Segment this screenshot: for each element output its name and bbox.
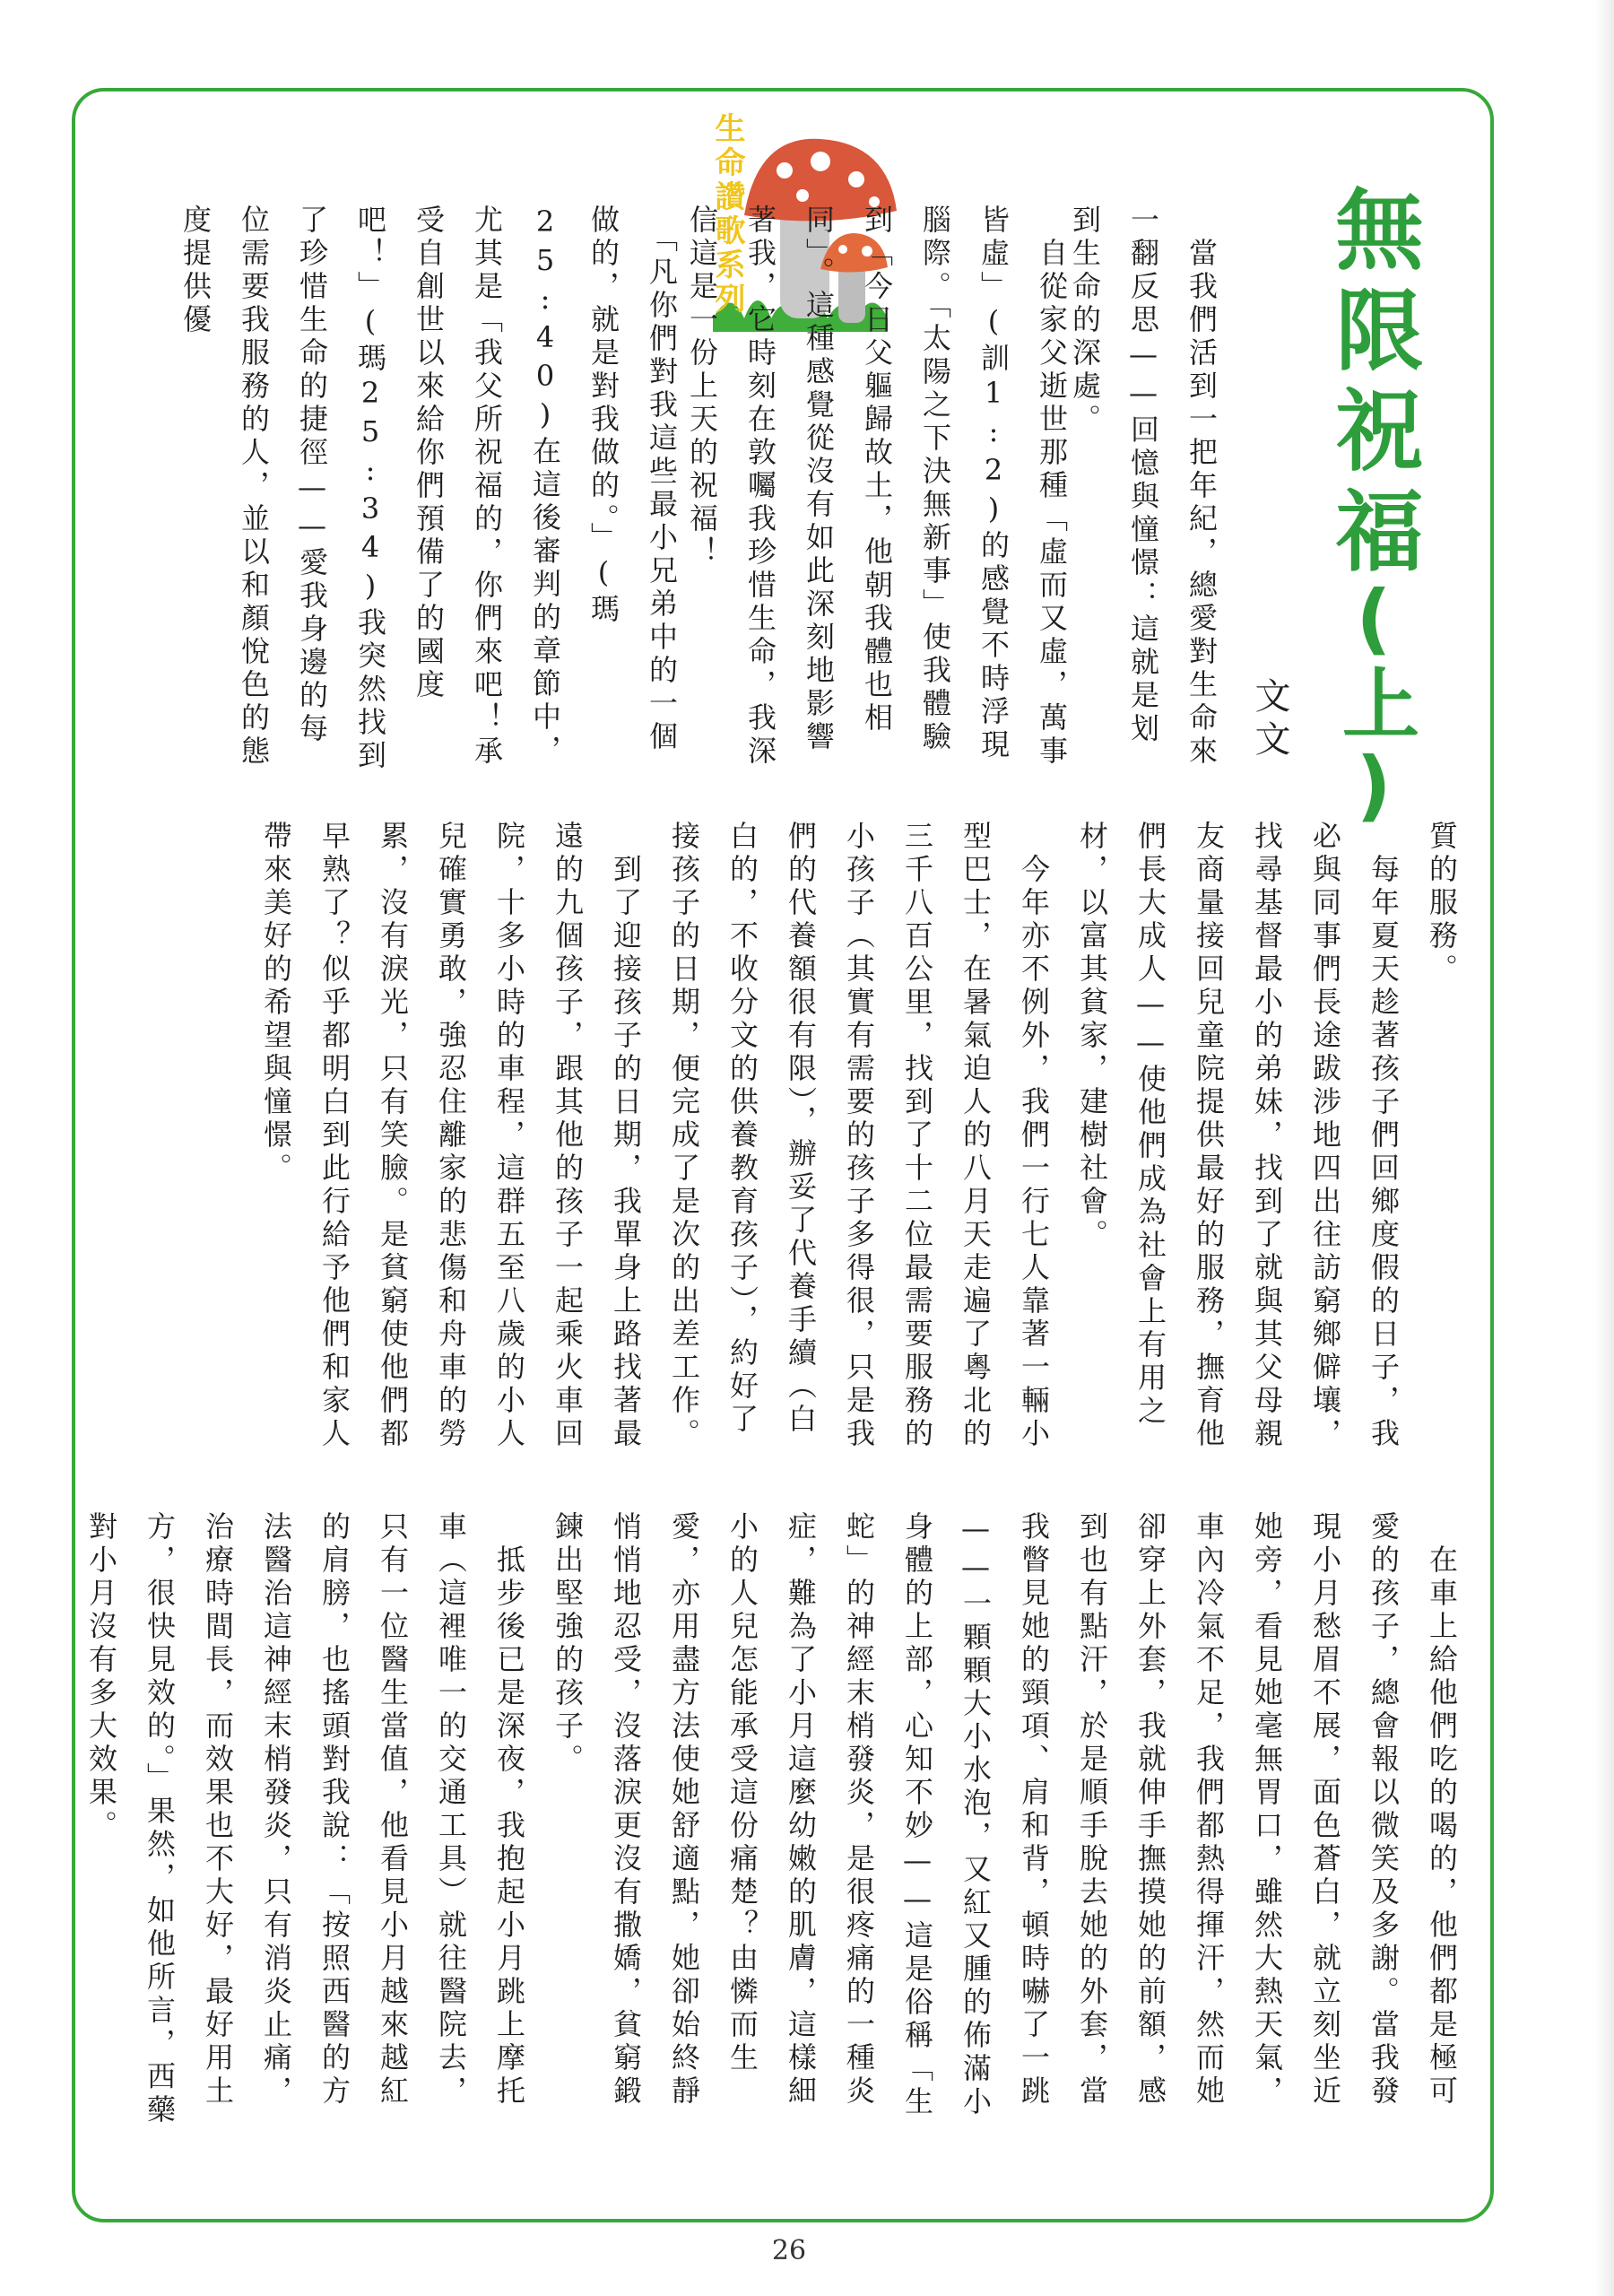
series-logo-text: 生命讚歌系列 [709,112,745,317]
bottom-section-text [84,1511,1471,2130]
page-edge-shadow [1594,0,1614,2296]
page-number: 26 [771,2235,807,2266]
top-paragraph-2-text: 自從家父逝世那種「虛而又虛，萬事皆虛」(訓1:2)的感覺不時浮現腦際。「太陽之下決無新事」使我體驗到「今日父軀歸故土，他朝我體也相同」。這種感覺從沒有如此深刻地影響著我，它時刻在敦囑我珍惜生命，我深信這是一份上天的祝福！ [685,204,1069,769]
author-name: 文文 [1249,677,1290,763]
article-subtitle: (上) [1329,574,1419,831]
bottom-paragraph-1: 在車上給他們吃的喝的，他們都是極可愛的孩子，總會報以微笑及多謝。當我發現小月愁眉不展，面色蒼白，就立刻坐近她旁，看見她毫無胃口，雖然大熱天氣，車內冷氣不足，我們都熱得揮汗，然而她卻穿上外套，我就伸手撫摸她的前額，感到也有點汗，於是順手脫去她的外套，當我瞥見她的頸項、肩和背，頓時嚇了一跳——一顆顆大小水泡，又紅又腫的佈滿小身體的上部，心知不妙——這是俗稱「生蛇」的神經末梢發炎，是很疼痛的一種炎症，難為了小月這麼幼嫩的肌膚，這樣細小的人兒怎能承受這份痛楚？由憐而生愛，亦用盡方法使她舒適點，她卻始終靜悄悄地忍受，沒落淚更沒有撒嬌，貧窮鍛鍊出堅強的孩子。 [551,1511,1459,2119]
middle-paragraph-4: 到了迎接孩子的日期，我單身上路找著最遠的九個孩子，跟其他的孩子一起乘火車回院，十多小時的車程，這群五至八歲的小人兒確實勇敢，強忍住離家的悲傷和舟車的勞累，沒有淚光，只有笑臉。是貧窮使他們都早熟了？似乎都明白到此行給予他們和家人帶來美好的希望與憧憬。 [259,821,643,1451]
bottom-paragraph-2: 抵步後已是深夜，我抱起小月跳上摩托車（這裡唯一的交通工具）就往醫院去，只有一位醫生當值，他看見小月越來越紅的肩膀，也搖頭對我說：「按照西醫的方法醫治這神經末梢發炎，只有消炎止痛，治療時間長，而效果也不大好，最好用土方，很快見效的。」果然，如他所言，西藥對小月沒有多大效果。 [84,1511,526,2127]
middle-section-text [117,821,1471,1457]
middle-paragraph-3: 今年亦不例外，我們一行七人靠著一輛小型巴士，在暑氣迫人的八月天走遍了粵北的三千八百公里，找到了十二位最需要服務的小孩子（其實有需要的孩子多得很，只是我們的代養額很有限），辦妥了代養手續（白白的，不收分文的供養教育孩子），約好了接孩子的日期，便完成了是次的出差工作。 [667,821,1051,1451]
middle-paragraph-2: 每年夏天趁著孩子們回鄉度假的日子，我必與同事們長途跋涉地四出往訪窮鄉僻壤，找尋基督最小的弟妹，找到了就與其父母親友商量接回兒童院提供最好的服務，撫育他們長大成人——使他們成為社會上有用之材，以富其貧家，建樹社會。 [1075,821,1401,1451]
top-paragraph-3: 「凡你們對我這些最小兄弟中的一個做的，就是對我做的。」(瑪25:40)在這後審判的章節中，尤其是「我父所祝福的，你們來吧！承受自創世以來給你們預備了的國度吧！」(瑪25:34)我突然找到了珍惜生命的捷徑——愛我身邊的每位需要我服務的人，並以和顏悅色的態度提供優 [178,204,679,773]
article-title: 無限祝福 [1321,184,1423,586]
top-paragraph-1: 當我們活到一把年紀，總愛對生命來一翻反思——回憶與憧憬：這就是划到生命的深處。 [1068,204,1219,769]
middle-paragraph-1: 質的服務。 [1425,821,1459,987]
